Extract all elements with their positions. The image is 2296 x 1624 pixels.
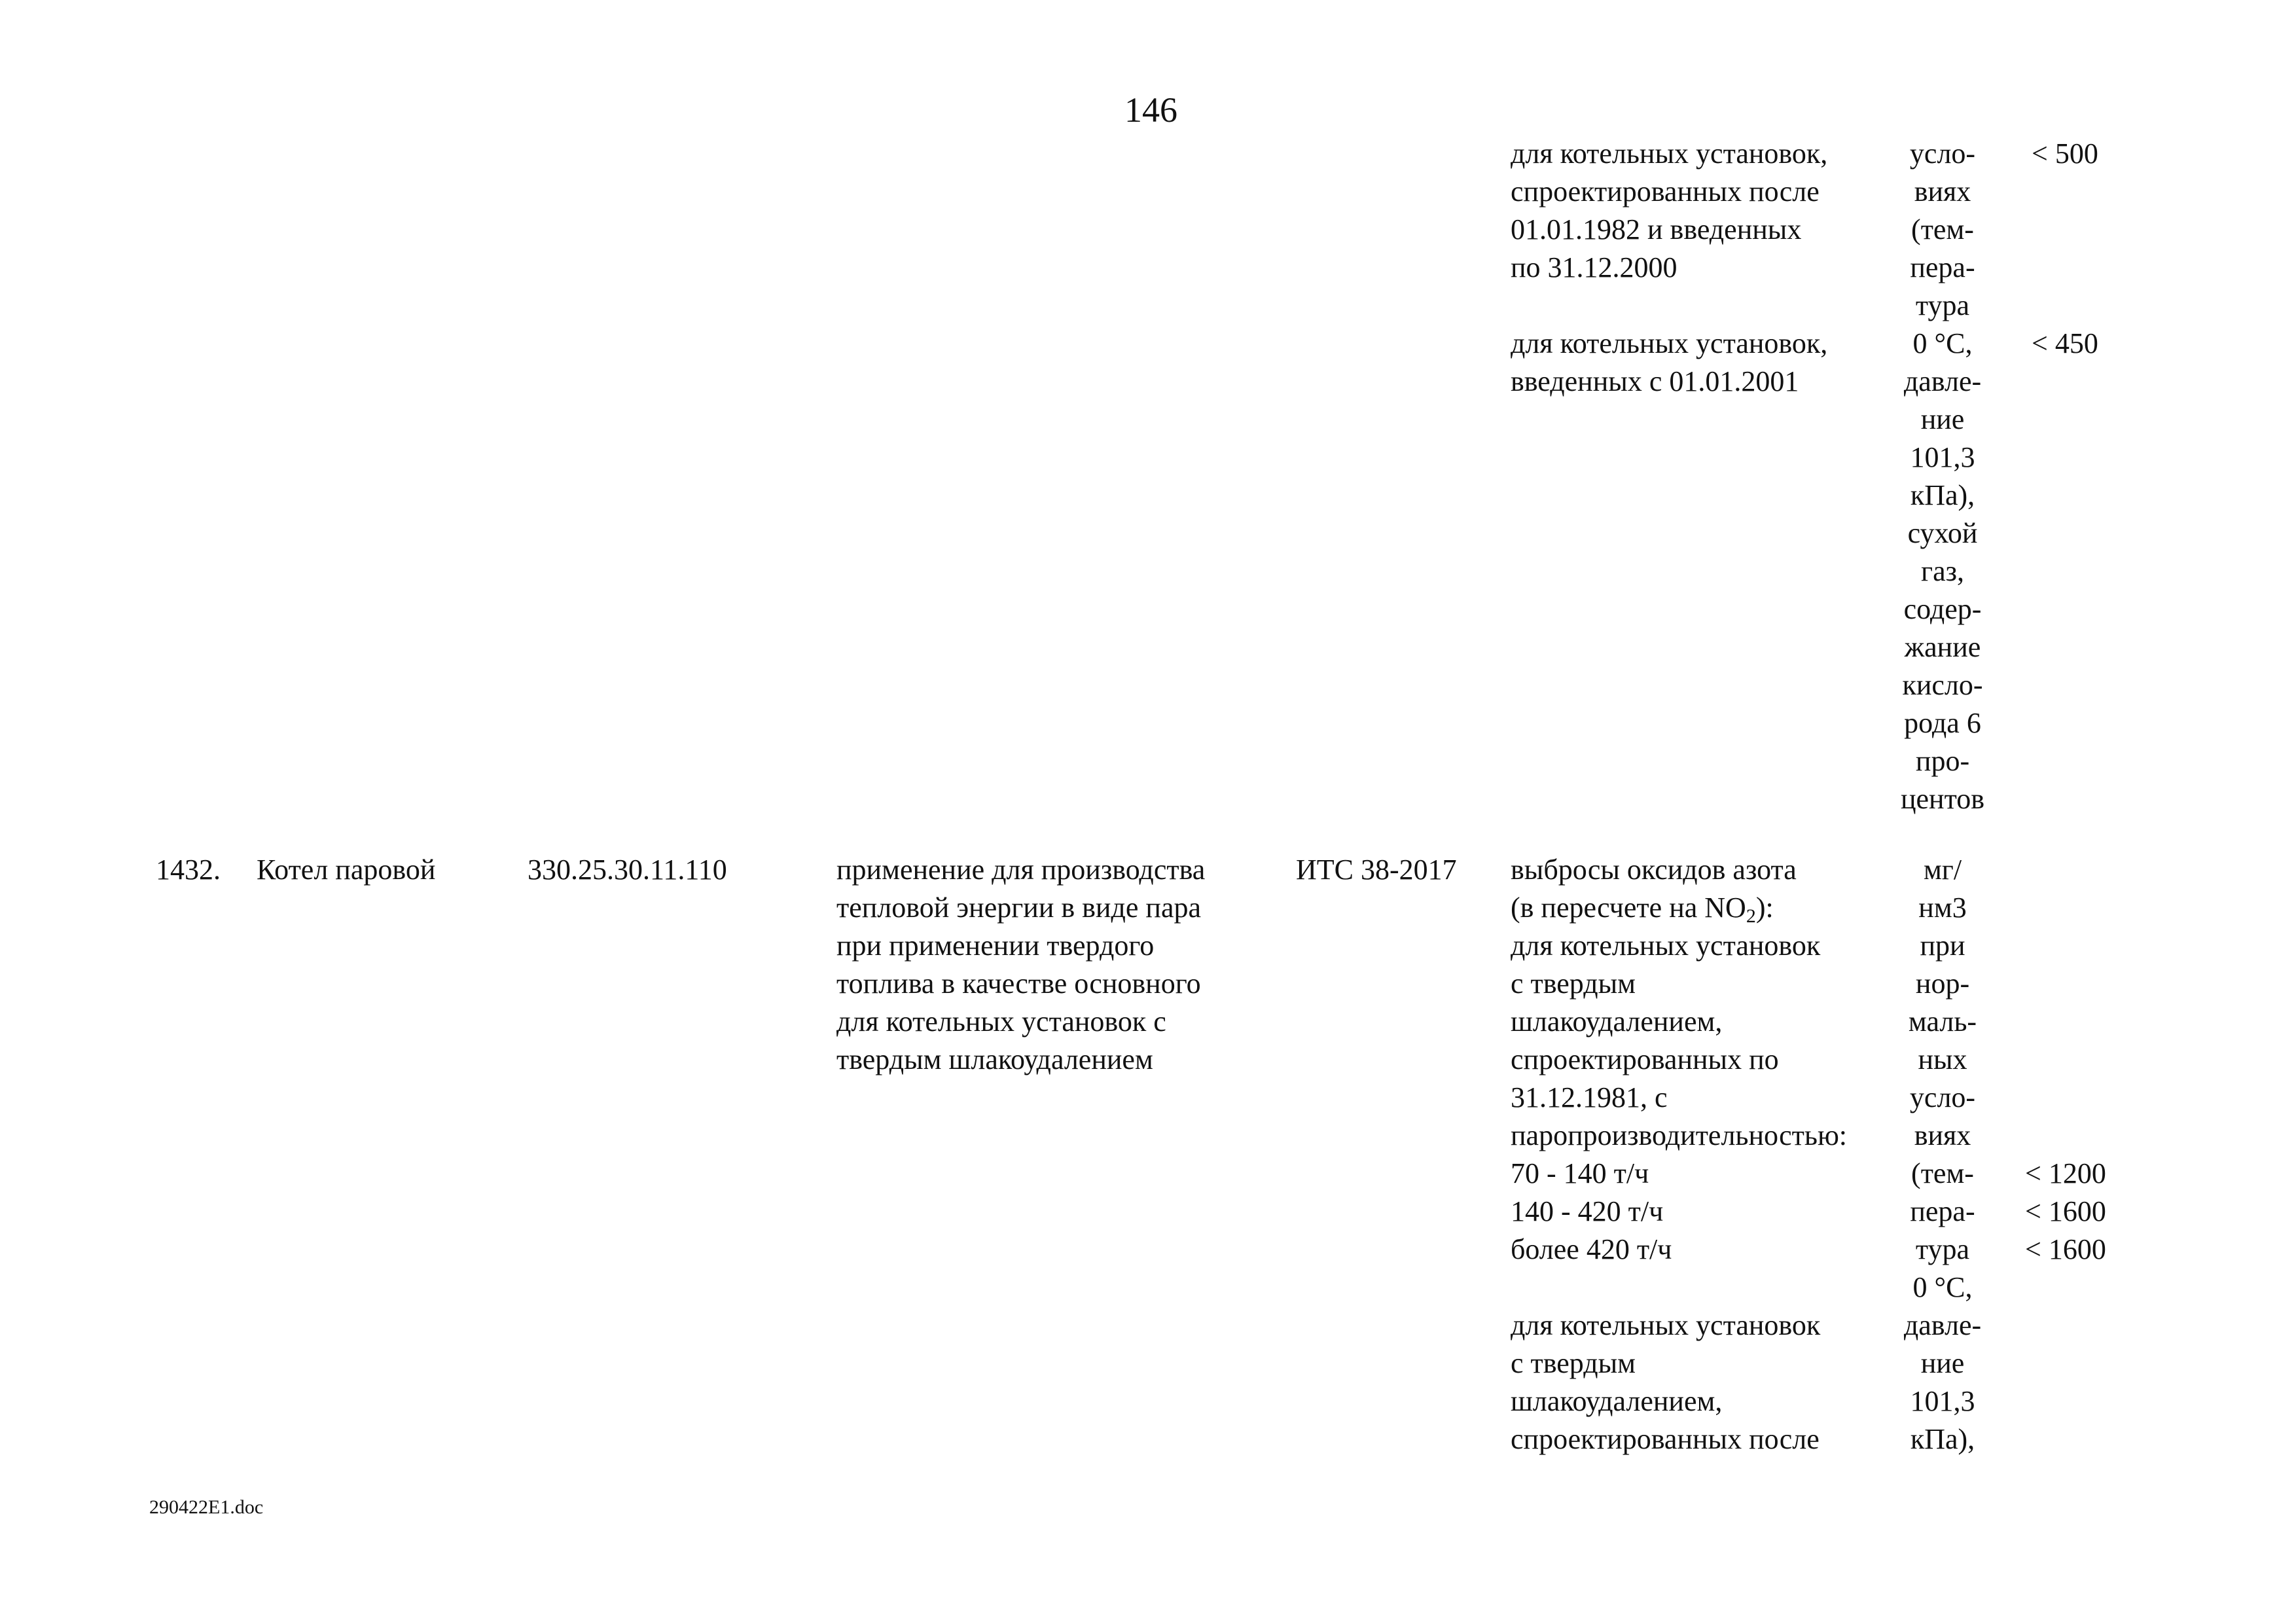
unit-line: виях	[1914, 175, 1971, 208]
text-line: для котельных установок,	[1511, 327, 1828, 359]
text-line: для котельных установок,	[1511, 137, 1828, 170]
text-line: с твердым	[1511, 1347, 1636, 1379]
unit-line: маль-	[1908, 1005, 1977, 1038]
unit-line: (тем-	[1911, 1157, 1974, 1189]
unit-line: газ,	[1921, 555, 1964, 587]
text-line: спроектированных по	[1511, 1043, 1779, 1075]
limit-value-3: < 1600	[2025, 1233, 2106, 1265]
unit-line: (тем-	[1911, 213, 1974, 245]
text-line: 140 - 420 т/ч	[1511, 1195, 1664, 1227]
row-number: 1432.	[156, 854, 221, 886]
unit-line: мг/	[1923, 854, 1962, 886]
text-line: с твердым	[1511, 967, 1636, 1000]
text-line: топлива в качестве основного	[836, 967, 1201, 1000]
unit-line: усло-	[1909, 1081, 1976, 1113]
indicator-heading-formula: (в пересчете на $NO_2$):	[1511, 892, 1774, 927]
text-line: шлакоудалением,	[1511, 1385, 1723, 1417]
text-line: по 31.12.2000	[1511, 251, 1677, 283]
text-line: 01.01.1982 и введенных	[1511, 213, 1802, 245]
text-line: спроектированных после	[1511, 1423, 1820, 1455]
text-line: при применении твердого	[836, 929, 1155, 962]
unit-line: давле-	[1903, 1309, 1982, 1341]
limit-value-2: < 1600	[2025, 1195, 2106, 1227]
unit-line: кисло-	[1902, 669, 1983, 701]
text-line: более 420 т/ч	[1511, 1233, 1672, 1265]
text-line: для котельных установок	[1511, 929, 1821, 962]
unit-line: сухой	[1907, 517, 1978, 549]
equipment-name: Котел паровой	[257, 854, 436, 886]
unit-line: нм3	[1918, 892, 1967, 924]
unit-line: виях	[1914, 1119, 1971, 1151]
unit-line: пера-	[1910, 251, 1975, 283]
text-line: твердым шлакоудалением	[836, 1043, 1153, 1075]
standard-reference: ИТС 38-2017	[1296, 854, 1457, 886]
top-indicator-description-b	[1511, 325, 1827, 401]
unit-line: содер-	[1903, 593, 1982, 625]
unit-line: при	[1920, 929, 1965, 962]
page-number: 146	[1124, 90, 1177, 130]
text-line: для котельных установок	[1511, 1309, 1821, 1341]
top-value-b: < 450	[2032, 327, 2098, 359]
unit-line: тура	[1915, 289, 1970, 321]
text-line: спроектированных после	[1511, 175, 1820, 208]
top-unit-column	[1877, 135, 2008, 818]
unit-line: ных	[1918, 1043, 1967, 1075]
unit-line: кПа),	[1910, 479, 1975, 511]
unit-line: тура	[1915, 1233, 1970, 1265]
unit-line: 0 °C,	[1912, 327, 1973, 359]
text-line: паропроизводительностью:	[1511, 1119, 1848, 1151]
top-indicator-description-a	[1511, 135, 1827, 287]
text-line: для котельных установок с	[836, 1005, 1166, 1038]
indicator-heading: выбросы оксидов азота	[1511, 854, 1797, 886]
text-line: 70 - 140 т/ч	[1511, 1157, 1649, 1189]
unit-line: кПа),	[1910, 1423, 1975, 1455]
text-line: тепловой энергии в виде пара	[836, 892, 1202, 924]
application-description	[836, 851, 1205, 1079]
unit-line: ние	[1920, 1347, 1965, 1379]
text-line: применение для производства	[836, 854, 1206, 886]
unit-line: нор-	[1915, 967, 1970, 1000]
text-line: введенных с 01.01.2001	[1511, 365, 1799, 397]
unit-line: рода 6	[1904, 707, 1981, 739]
unit-column	[1877, 851, 2008, 1458]
unit-line: усло-	[1909, 137, 1976, 170]
text-line: шлакоудалением,	[1511, 1005, 1723, 1038]
indicator-group-b	[1511, 1307, 1820, 1458]
indicator-group-a	[1511, 927, 1847, 1269]
unit-line: 0 °C,	[1912, 1271, 1973, 1303]
unit-line: 101,3	[1910, 1385, 1975, 1417]
file-name-footer: 290422E1.doc	[149, 1496, 264, 1518]
unit-line: жание	[1904, 631, 1981, 663]
unit-line: пера-	[1910, 1195, 1975, 1227]
limit-value-1: < 1200	[2025, 1157, 2106, 1189]
unit-line: ние	[1920, 403, 1965, 435]
text-line: 31.12.1981, с	[1511, 1081, 1668, 1113]
unit-line: про-	[1915, 745, 1970, 777]
unit-line: 101,3	[1910, 441, 1975, 473]
top-value-a: < 500	[2032, 137, 2098, 170]
unit-line: центов	[1900, 783, 1985, 815]
unit-line: давле-	[1903, 365, 1982, 397]
okpd-code: 330.25.30.11.110	[528, 854, 727, 886]
